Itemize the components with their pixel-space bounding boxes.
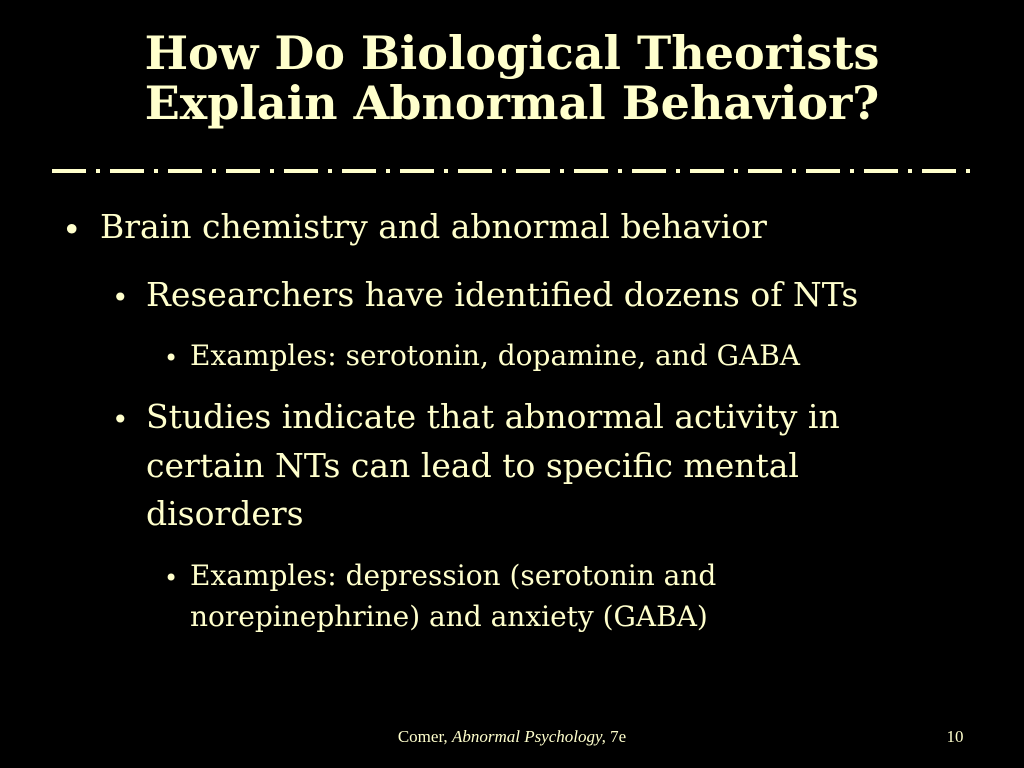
bullet-level-2-line-3: disorders: [146, 494, 304, 533]
bullet-level-2-line-2: certain NTs can lead to specific mental: [146, 446, 799, 485]
slide-title-line-2: Explain Abnormal Behavior?: [144, 76, 880, 130]
bullet-marker: •: [164, 344, 179, 372]
bullet-level-1: Brain chemistry and abnormal behavior: [100, 207, 767, 246]
bullet-level-2: Researchers have identified dozens of NTs: [146, 275, 859, 314]
bullet-marker: •: [62, 210, 82, 249]
bullet-marker: •: [112, 281, 129, 314]
slide-title-line-1: How Do Biological Theorists: [144, 26, 880, 80]
bullet-marker: •: [112, 403, 129, 436]
page-number: 10: [946, 727, 964, 746]
bullet-marker: •: [164, 564, 179, 592]
bullet-level-3: Examples: serotonin, dopamine, and GABA: [190, 339, 800, 372]
slide-footer: [300, 727, 724, 747]
bullet-level-3-line-1: Examples: depression (serotonin and: [190, 559, 717, 592]
bullet-level-3-line-2: norepinephrine) and anxiety (GABA): [190, 600, 708, 633]
bullet-level-2-line-1: Studies indicate that abnormal activity in: [146, 397, 840, 436]
footer-edition: 7e: [610, 727, 627, 746]
footer-book-title: Abnormal Psychology,: [451, 727, 606, 746]
footer-author: Comer,: [397, 727, 448, 746]
